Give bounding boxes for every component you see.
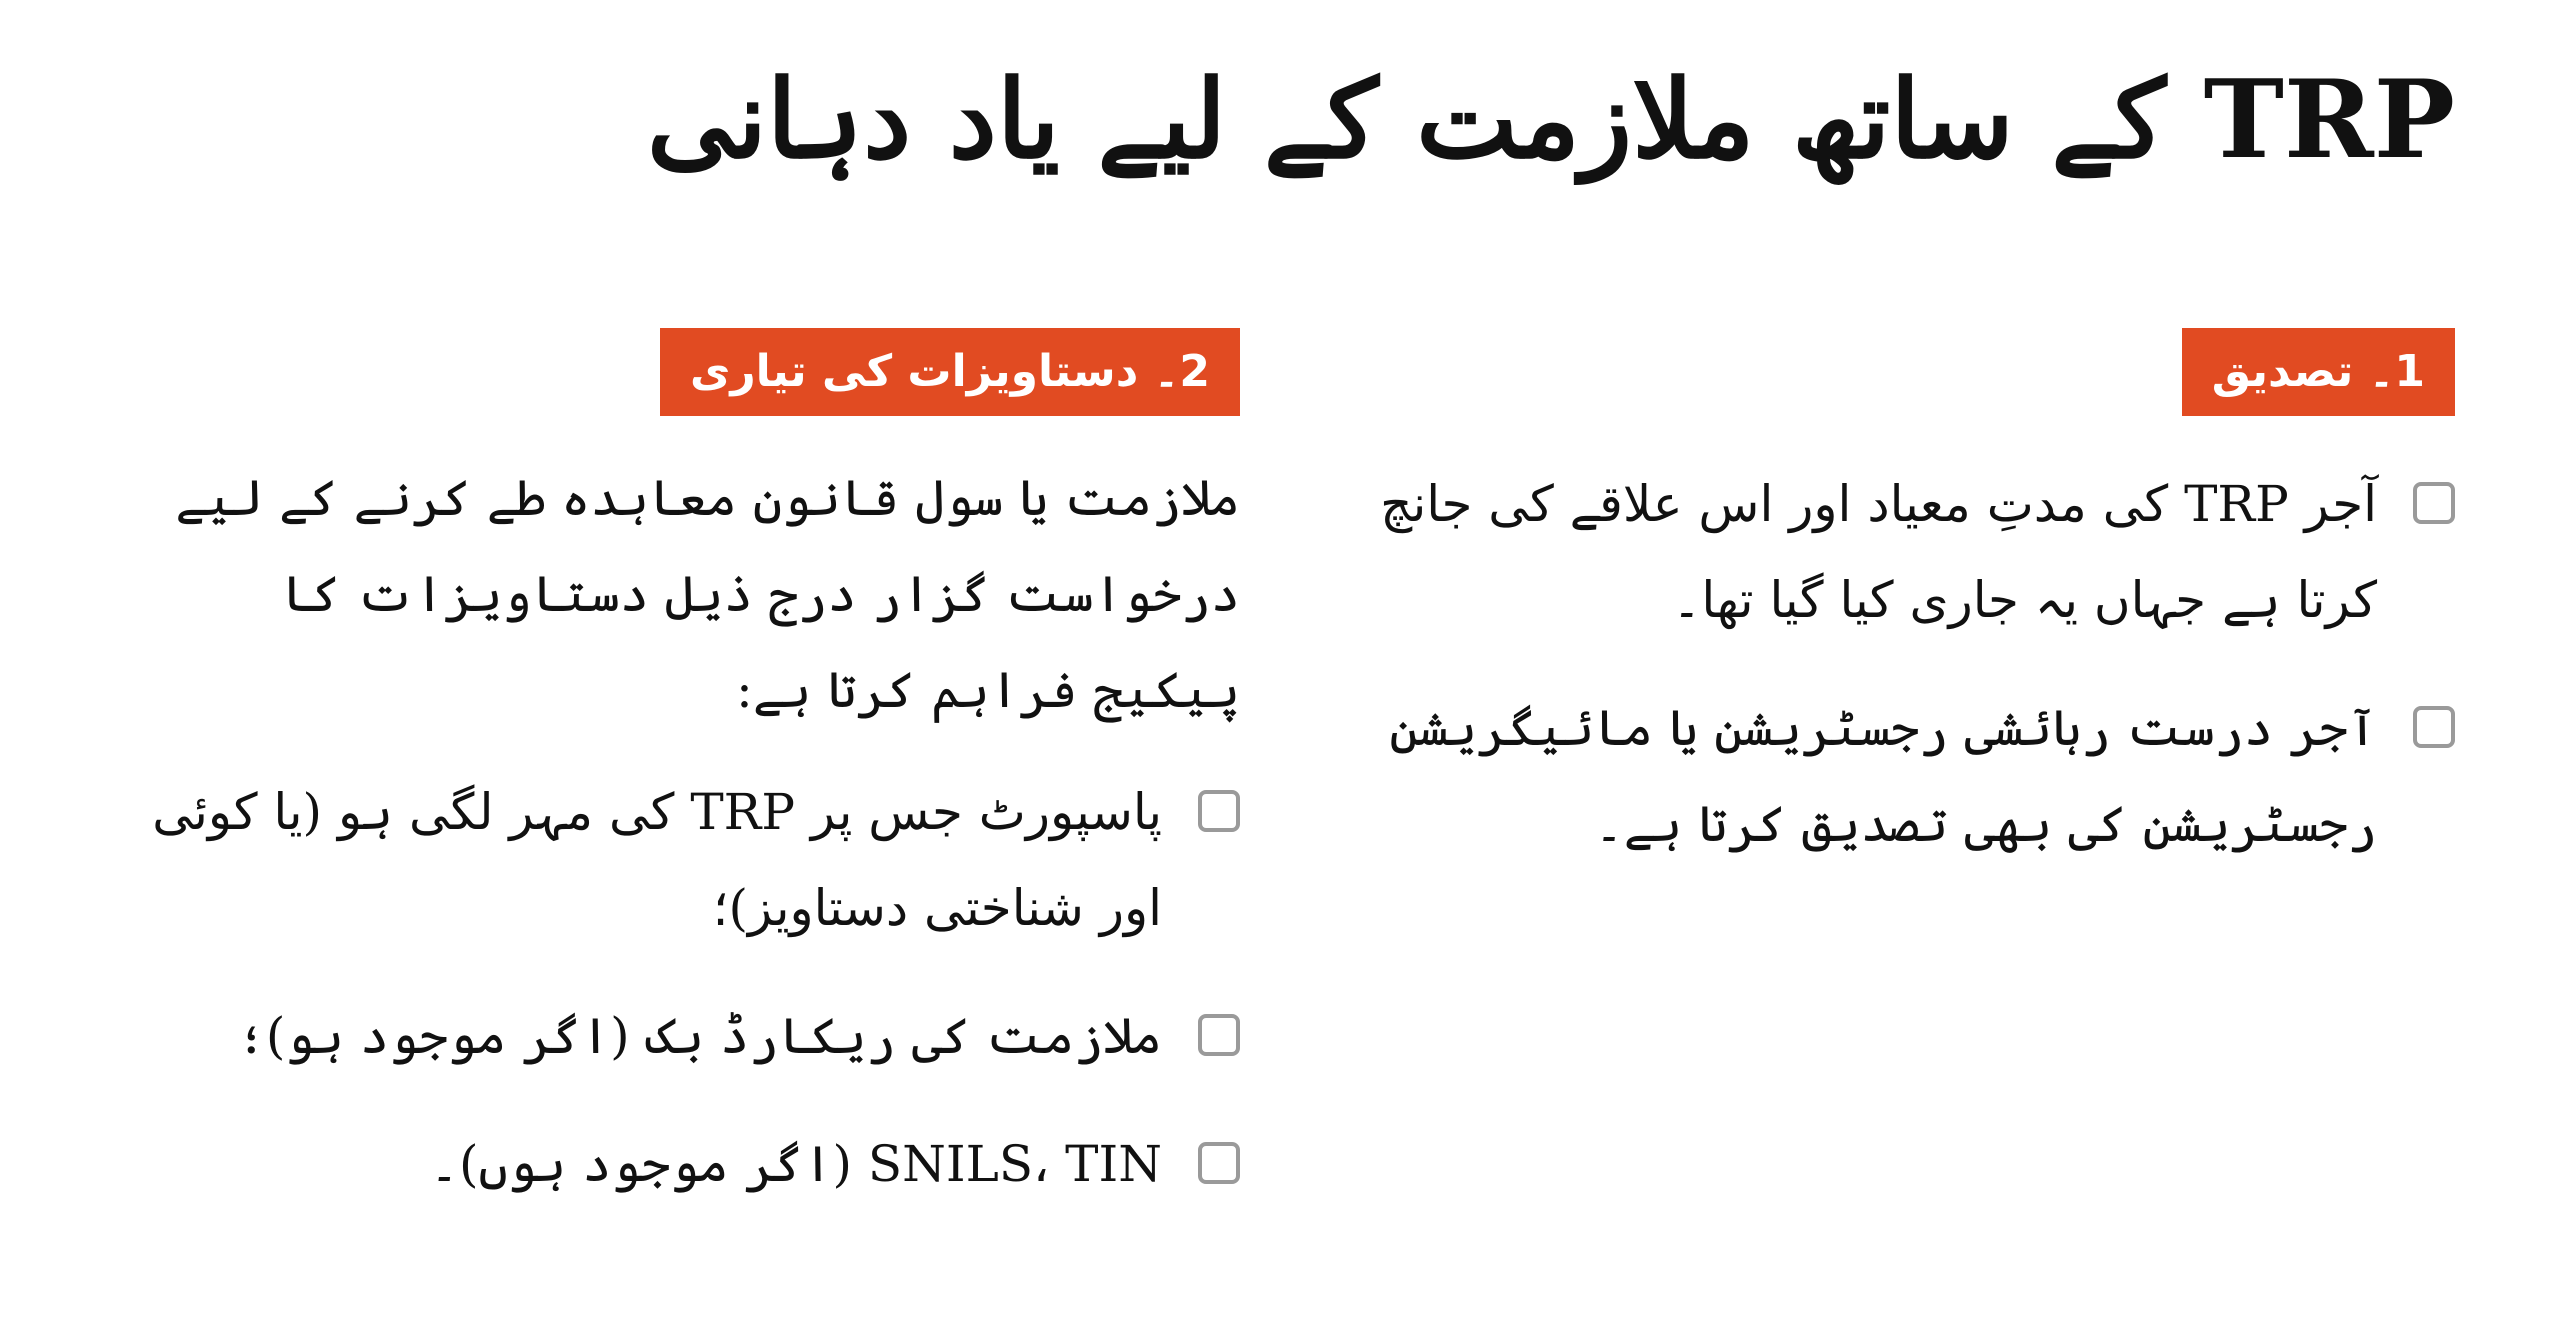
checklist-item [150,988,1240,1084]
checklist-verification [1315,456,2455,872]
page-title: TRP کے ساتھ ملازمت کے لیے یاد دہانی [646,57,2455,183]
checklist-item [150,1116,1240,1212]
checklist-item-text: SNILS، TIN (اگر موجود ہوں)۔ [429,1135,1162,1193]
checkbox[interactable] [1198,1142,1240,1184]
checklist-item [150,764,1240,956]
checklist-item-text: ملازمت کی ریکارڈ بک (اگر موجود ہو)؛ [236,1007,1162,1065]
checklist-item-text: پاسپورٹ جس پر TRP کی مہر لگی ہو (یا کوئی اور شناختی دستاویز)؛ [152,783,1162,937]
section-document-preparation [150,328,1240,1244]
section-verification [1315,328,2455,904]
checklist-item-text: آجر درست رہائشی رجسٹریشن یا مائیگریشن رجسٹریشن کی بھی تصدیق کرتا ہے۔ [1389,699,2377,853]
checklist-item-text: آجر TRP کی مدتِ معیاد اور اس علاقے کی جانچ کرتا ہے جہاں یہ جاری کیا گیا تھا۔ [1380,475,2377,629]
section-header-verification: 1۔ تصدیق [2182,328,2455,416]
checklist-item [1315,456,2455,648]
section-intro-text: ملازمت یا سول قانون معاہدہ طے کرنے کے لیے درخواست گزار درج ذیل دستاویزات کا پیکیج فراہم کرتا ہے: [175,469,1240,719]
checklist-documents [150,764,1240,1212]
checkbox[interactable] [2413,482,2455,524]
checkbox[interactable] [1198,1014,1240,1056]
checkbox[interactable] [1198,790,1240,832]
checkbox[interactable] [2413,706,2455,748]
checklist-item [1315,680,2455,872]
section-header-documents: 2۔ دستاویزات کی تیاری [660,328,1240,416]
